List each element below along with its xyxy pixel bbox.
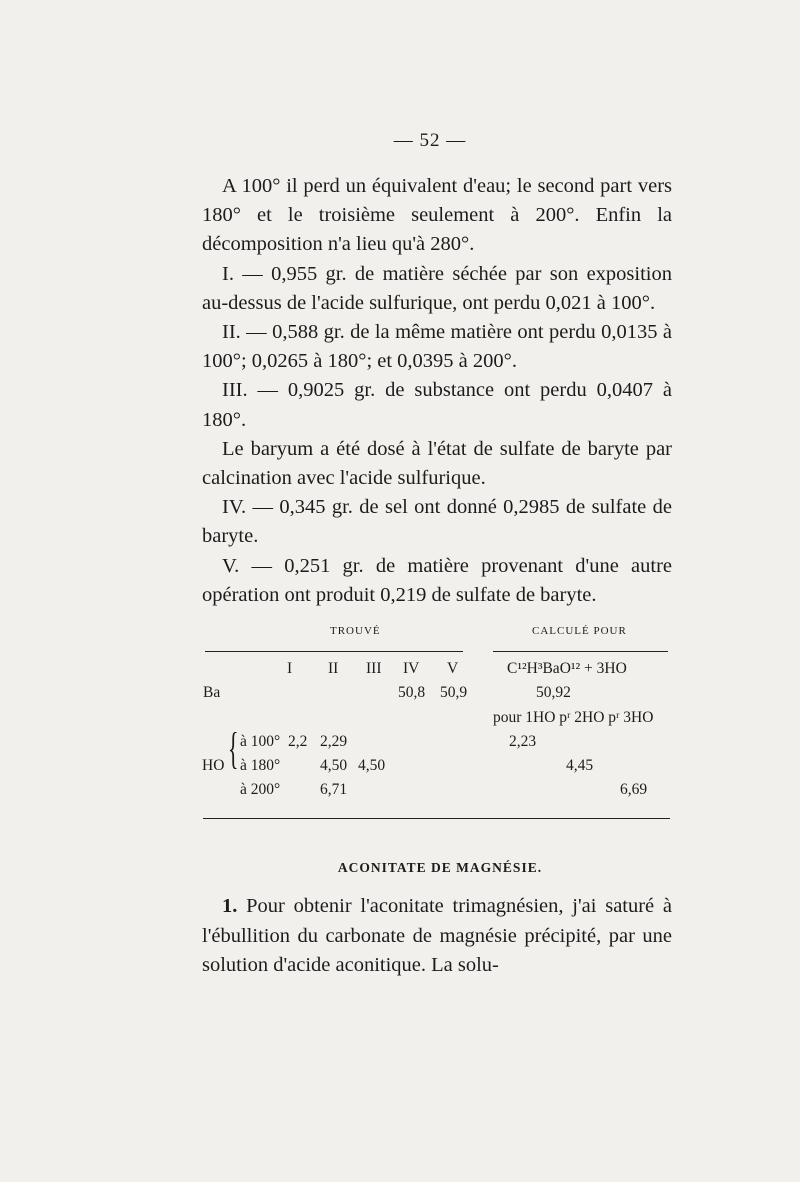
section-body: [202, 892, 672, 981]
header-calculated: CALCULÉ POUR: [532, 625, 627, 637]
row-label-ba: Ba: [203, 684, 221, 701]
page-number: — 52 —: [393, 130, 467, 151]
ho-row-1-i: 2,2: [288, 733, 308, 750]
ho-row-2-label: à 180°: [240, 757, 281, 774]
ho-row-3-calc: 6,69: [620, 781, 648, 798]
pour-header: pour 1HO pʳ 2HO pʳ 3HO: [493, 709, 654, 726]
section-title: ACONITATE DE MAGNÉSIE.: [337, 860, 543, 875]
header-found: TROUVÉ: [330, 625, 381, 637]
paragraph: V. — 0,251 gr. de matière provenant d'une autre opération ont produit 0,219 de sulfate de baryte.: [202, 554, 672, 606]
section-text: Pour obtenir l'aconitate trimagnésien, j'ai saturé à l'ébullition du carbonate de magnésie précipité, par une solution d'acide aconitique. La solu-: [202, 895, 673, 976]
paragraph: IV. — 0,345 gr. de sel ont donné 0,2985 de sulfate de baryte.: [202, 496, 672, 548]
section-number: 1.: [222, 895, 238, 917]
ho-row-1-ii: 2,29: [320, 733, 348, 750]
row-label-ho: HO: [202, 757, 225, 774]
ho-row-3-ii: 6,71: [320, 781, 348, 798]
col-ii: II: [328, 660, 339, 677]
ba-calc: 50,92: [536, 684, 571, 701]
paragraph: II. — 0,588 gr. de la même matière ont perdu 0,0135 à 100°; 0,0265 à 180°; et 0,0395 à 200°.: [202, 321, 672, 373]
brace-calculated: [493, 651, 668, 652]
paragraph: III. — 0,9025 gr. de substance ont perdu 0,0407 à 180°.: [202, 379, 672, 431]
ba-iv: 50,8: [398, 684, 426, 701]
col-iii: III: [366, 660, 382, 677]
ho-row-2-ii: 4,50: [320, 757, 348, 774]
table-rule: [203, 818, 670, 819]
col-i: I: [287, 660, 293, 677]
brace-found: [205, 651, 463, 652]
left-brace: {: [228, 724, 239, 773]
paragraph: A 100° il perd un équivalent d'eau; le second part vers 180° et le troisième seulement à 200°. Enfin la décomposition n'a lieu qu'à 280°.: [202, 175, 672, 256]
ho-row-3-label: à 200°: [240, 781, 281, 798]
paragraph: I. — 0,955 gr. de matière séchée par son exposition au-dessus de l'acide sulfurique, ont perdu 0,021 à 100°.: [202, 262, 672, 314]
section-paragraph: [202, 892, 672, 981]
col-v: V: [447, 660, 459, 677]
ho-row-1-calc: 2,23: [509, 733, 537, 750]
paragraph: Le baryum a été dosé à l'état de sulfate de baryte par calcination avec l'acide sulfurique.: [202, 437, 672, 490]
ho-row-2-iii: 4,50: [358, 757, 386, 774]
ba-v: 50,9: [440, 684, 468, 701]
formula: C¹²H³BaO¹² + 3HO: [507, 660, 627, 677]
ho-row-2-calc: 4,45: [566, 757, 594, 774]
col-iv: IV: [403, 660, 420, 677]
ho-row-1-label: à 100°: [240, 733, 281, 750]
